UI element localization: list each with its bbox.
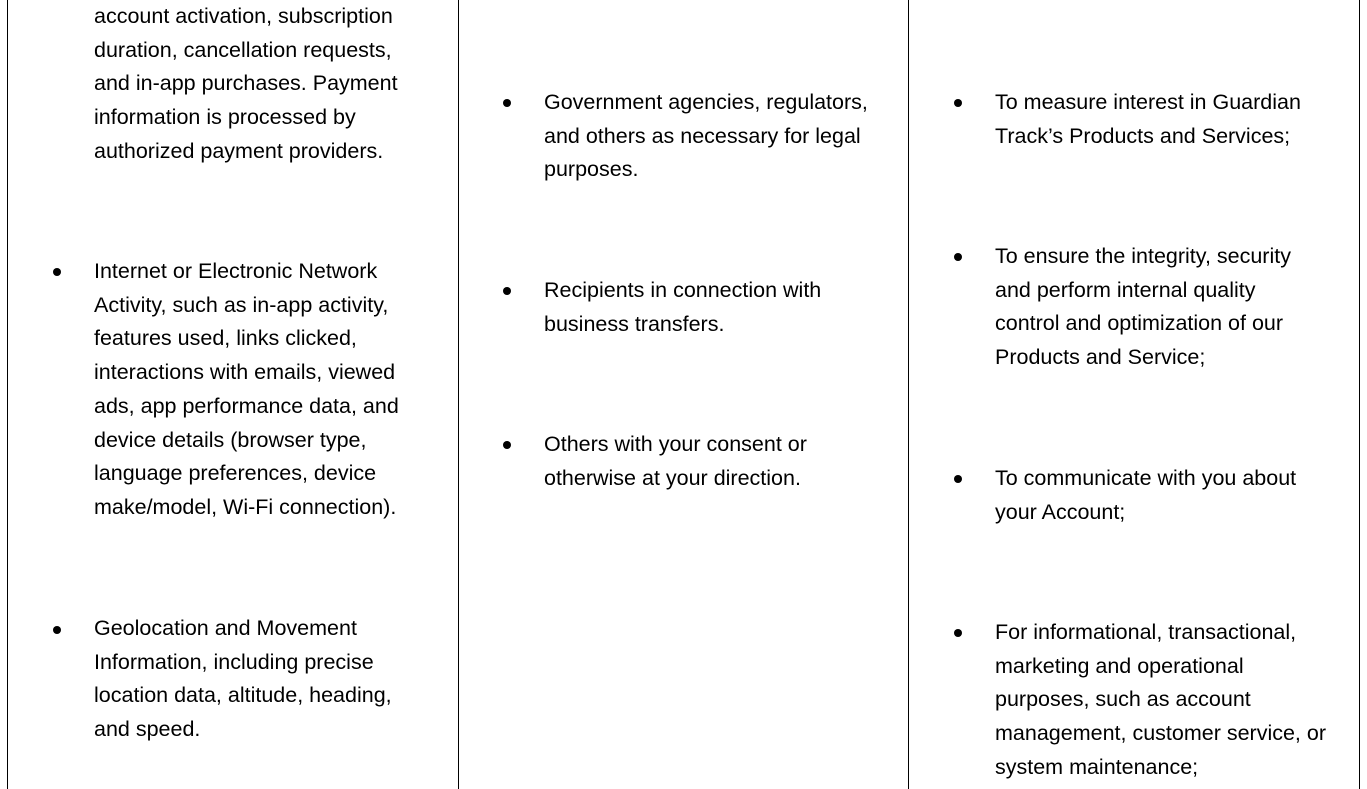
bullet-icon [503,99,511,107]
list-item-text: To ensure the integrity, security and perform internal quality control and optimization of our Products and Service; [995,244,1291,370]
list-item-text: To communicate with you about your Account; [995,466,1297,524]
list-item-text: Internet or Electronic Network Activity, such as in-app activity, features used, links clicked, interactions with emails, viewed ads, app performance data, and device details (browser type, language preferences, device make/model, Wi-Fi connection). [94,259,399,519]
table-border-left [7,0,8,789]
list-item-text: Others with your consent or otherwise at your direction. [544,432,807,490]
list-item-text: To measure interest in Guardian Track’s Products and Services; [995,90,1301,148]
bullet-icon [954,475,962,483]
table-border-col2-col3 [908,0,909,789]
table-cell-col1-item3 [94,612,392,747]
bullet-icon [954,629,962,637]
bullet-icon [954,253,962,261]
table-cell-col2-item1 [544,86,868,187]
table-cell-col3-item3 [995,462,1296,529]
table-border-right [1359,0,1360,789]
list-item-text: Recipients in connection with business transfers. [544,278,822,336]
bullet-icon [954,99,962,107]
bullet-icon [503,287,511,295]
table-cell-col3-item1 [995,86,1301,153]
table-cell-col2-item2 [544,274,821,341]
list-item-text: Geolocation and Movement Information, including precise location data, altitude, heading, and speed. [94,616,392,742]
bullet-icon [53,626,61,634]
bullet-icon [503,441,511,449]
table-border-col1-col2 [458,0,459,789]
table-cell-col1-item2 [94,255,399,525]
bullet-icon [53,268,61,276]
list-item-text: For informational, transactional, marketing and operational purposes, such as account management, customer service, or system maintenance; [995,620,1326,779]
table-cell-col3-item2 [995,240,1291,375]
table-cell-col3-item4 [995,616,1326,785]
list-item-text: Government agencies, regulators, and others as necessary for legal purposes. [544,90,868,182]
table-cell-col2-item3 [544,428,807,495]
table-cell-col1-item1 [94,0,398,169]
list-item-text: account activation, subscription duration, cancellation requests, and in-app purchases. Payment information is processed by authorized payment providers. [94,4,398,163]
